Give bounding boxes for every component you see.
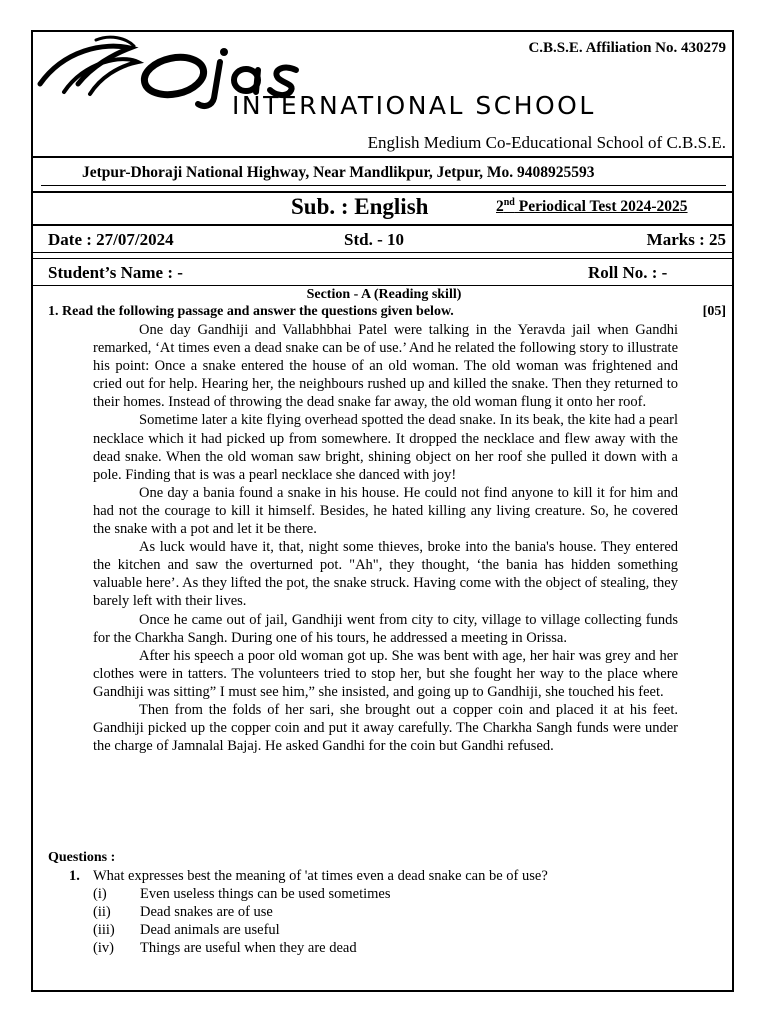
passage-paragraph: Sometime later a kite flying overhead spotted the dead snake. In its beak, the kite had a pearl necklace which it had picked up from somewhere. It dropped the necklace and flew away with the dead snake. When the old woman saw bright, shining object on her roof she pulled it down with a pole. Finding that is was a pearl necklace she danced with joy! <box>93 412 678 483</box>
passage-paragraph: As luck would have it, that, night some thieves, broke into the bania's house. They entered the kitchen and saw the overturned pot. "Ah", they thought, ‘the bania has hidden something valuable here’. As they lifted the pot, the snake struck. Having come with the object of stealing, they barely left with their lives. <box>93 539 678 610</box>
standard: Std. - 10 <box>344 230 404 249</box>
test-ordinal: 2 <box>496 198 504 216</box>
header-divider <box>31 156 734 158</box>
roll-number-label: Roll No. : - <box>588 263 668 282</box>
date-divider-1 <box>31 252 734 253</box>
question-number: 1. <box>69 868 80 884</box>
test-title <box>496 197 688 216</box>
section-title: Section - A (Reading skill) <box>306 287 462 302</box>
question-marks: [05] <box>702 304 726 319</box>
student-divider <box>31 285 734 286</box>
reading-passage <box>93 321 678 755</box>
school-address: Jetpur-Dhoraji National Highway, Near Mandlikpur, Jetpur, Mo. 9408925593 <box>82 164 595 181</box>
address-divider <box>31 191 734 193</box>
passage-paragraph: Then from the folds of her sari, she brought out a copper coin and placed it at his feet. Gandhiji picked up the copper coin and put it away carefully. The Charkha Sangh funds were under the charge of Jamnalal Bajaj. He asked Gandhi for the coin but Gandhi refused. <box>93 701 678 755</box>
address-underline <box>41 185 726 186</box>
option-label: (i) <box>93 886 107 902</box>
option-label: (ii) <box>93 904 111 920</box>
option-text: Even useless things can be used sometimes <box>140 886 391 902</box>
exam-date: Date : 27/07/2024 <box>48 230 174 249</box>
subject-divider <box>31 224 734 226</box>
questions-heading: Questions : <box>48 850 116 865</box>
test-ordinal-suffix: nd <box>503 197 515 208</box>
option-text: Things are useful when they are dead <box>140 940 357 956</box>
passage-paragraph: One day a bania found a snake in his house. He could not find anyone to kill it for him and had not the courage to kill it himself. Besides, he hated killing any living creature. So, he covered the snake with a pot and let it be there. <box>93 484 678 538</box>
date-divider-2 <box>31 258 734 259</box>
total-marks: Marks : 25 <box>646 230 726 249</box>
subject-title: Sub. : English <box>291 194 429 219</box>
option-label: (iii) <box>93 922 115 938</box>
option-text: Dead snakes are of use <box>140 904 273 920</box>
passage-paragraph: Once he came out of jail, Gandhiji went from city to city, village to village collecting funds for the Charkha Sangh. During one of his tours, he addressed a meeting in Orissa. <box>93 611 678 646</box>
school-name: INTERNATIONAL SCHOOL <box>232 91 596 120</box>
question-text: What expresses best the meaning of 'at times even a dead snake can be of use? <box>93 868 548 884</box>
school-tagline: English Medium Co-Educational School of C.B.S.E. <box>367 133 726 152</box>
affiliation-number: C.B.S.E. Affiliation No. 430279 <box>528 40 726 56</box>
option-label: (iv) <box>93 940 114 956</box>
student-name-label: Student’s Name : - <box>48 263 183 282</box>
question-instruction: 1. Read the following passage and answer the questions given below. <box>48 304 454 319</box>
option-text: Dead animals are useful <box>140 922 280 938</box>
passage-paragraph: After his speech a poor old woman got up. She was bent with age, her hair was grey and her clothes were in tatters. The volunteers tried to stop her, but she fought her way to the place where Gandhiji was sitting” I must see him,” she insisted, and going up to Gandhiji, she touched his feet. <box>93 647 678 700</box>
test-name: Periodical Test 2024-2025 <box>514 198 688 216</box>
passage-paragraph: One day Gandhiji and Vallabhbhai Patel were talking in the Yeravda jail when Gandhi remarked, ‘At times even a dead snake can be of use.’ And he related the following story to illustrate his point: Once a snake entered the house of an old woman. The old woman was frightened and cried out for help. Hearing her, the neighbours rushed up and killed the snake. Then they returned to their homes. Instead of throwing the dead snake far away, the old woman flung it onto her roof. <box>93 322 678 411</box>
